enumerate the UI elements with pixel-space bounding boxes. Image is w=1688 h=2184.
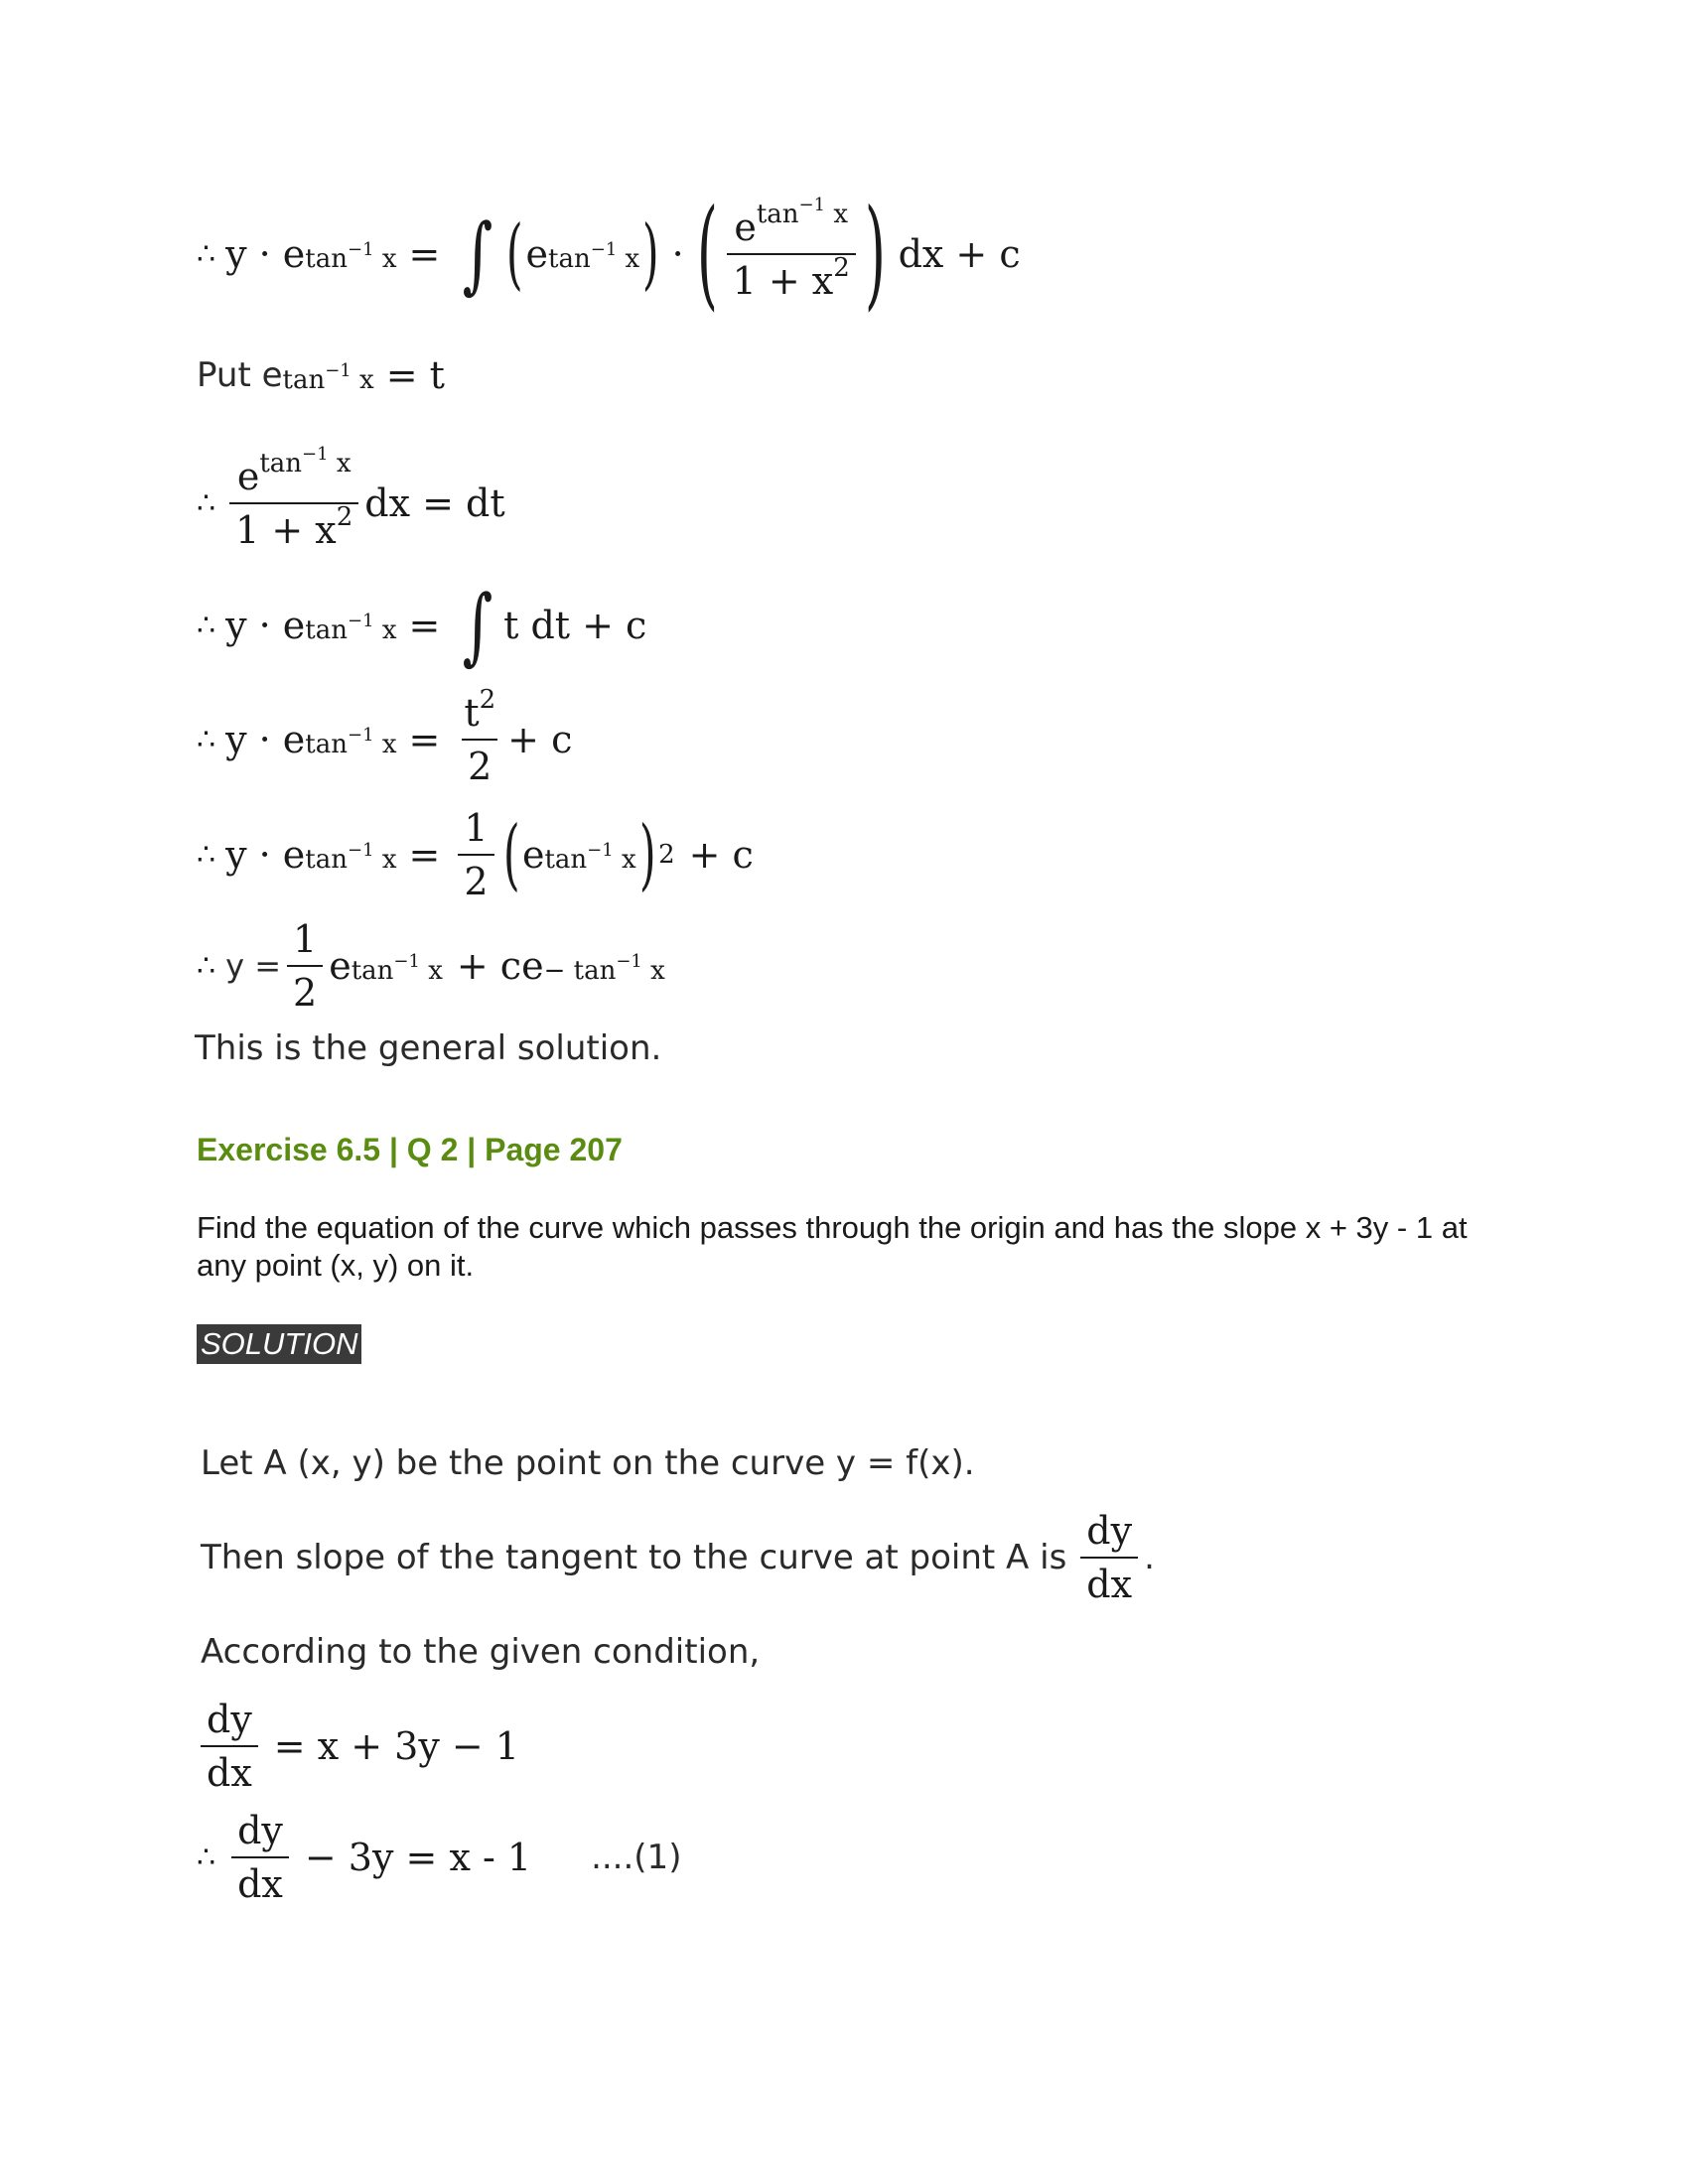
equals-sign: = — [408, 718, 441, 761]
exponent-inverse: −1 — [348, 839, 374, 861]
exponent-x: x — [381, 729, 397, 759]
exponent-tan: tan — [305, 614, 348, 645]
paren-close-large: ) — [864, 185, 886, 323]
e-term: e — [329, 944, 352, 988]
exponent-x: x — [336, 449, 352, 478]
period: . — [1144, 1538, 1155, 1577]
exponent-inverse: −1 — [798, 195, 826, 215]
denominator: 2 — [287, 965, 323, 1015]
slope-line — [201, 1509, 1155, 1606]
numerator-e: e — [734, 205, 757, 249]
exponent-inverse: −1 — [590, 238, 618, 260]
paren-close: ) — [638, 810, 656, 899]
exponent-inverse: −1 — [348, 238, 374, 260]
exponent-inverse: −1 — [393, 950, 420, 972]
exponent-tan: tan — [259, 449, 303, 478]
therefore-symbol: ∴ — [197, 608, 216, 643]
exponent-inverse: −1 — [302, 444, 329, 465]
numerator-e: e — [236, 455, 260, 498]
exponent-tan: tan — [305, 243, 348, 274]
rhs-expression: = x + 3y − 1 — [273, 1724, 519, 1768]
denominator: 2 — [458, 854, 493, 903]
exponent-x: x — [621, 844, 636, 875]
put-label: Put e — [197, 355, 283, 395]
denominator: 1 + x — [732, 259, 834, 303]
denominator: 1 + x — [235, 508, 337, 552]
denominator-dx: dx — [1080, 1557, 1138, 1606]
e-term: e — [525, 232, 549, 276]
equals-sign: = — [408, 833, 441, 877]
exponent-tan: tan — [756, 200, 799, 229]
denominator-dx: dx — [201, 1745, 258, 1795]
fraction — [458, 685, 501, 788]
solution-badge-row — [197, 1324, 361, 1364]
dx-eq-dt: dx = dt — [364, 481, 505, 525]
exponent-x: x — [428, 955, 443, 986]
exponent-x: x — [381, 844, 397, 875]
equals-t: = t — [385, 353, 445, 397]
equation-line-4 — [197, 577, 647, 674]
therefore-symbol: ∴ — [197, 722, 216, 757]
general-solution-text: This is the general solution. — [195, 1028, 662, 1068]
numerator-t: t — [464, 691, 480, 735]
paren-close: ) — [642, 209, 659, 299]
equals-sign: = — [408, 604, 441, 647]
lhs-expression: y · e — [225, 718, 306, 761]
paren-open: ( — [505, 209, 523, 299]
therefore-symbol: ∴ — [197, 236, 216, 272]
exponent-tan: tan — [305, 729, 348, 759]
lhs-expression: y · e — [225, 833, 306, 877]
denominator-dx: dx — [231, 1856, 289, 1906]
exponent-x: x — [359, 364, 374, 395]
power-two: 2 — [336, 502, 353, 532]
dx-plus-c: dx + c — [898, 232, 1021, 276]
fraction — [229, 444, 358, 552]
equation-dy-dx-2 — [197, 1809, 681, 1906]
fraction — [458, 806, 493, 903]
exponent-x: x — [650, 955, 665, 986]
paren-open: ( — [502, 810, 520, 899]
exponent-inverse: −1 — [348, 610, 374, 631]
rhs-expression: − 3y = x - 1 — [304, 1836, 532, 1879]
numerator-dy: dy — [207, 1698, 252, 1741]
exponent-x: x — [833, 200, 848, 229]
t-dt-plus-c: t dt + c — [503, 604, 647, 647]
according-text: According to the given condition, — [201, 1632, 761, 1672]
integral-sign: ∫ — [462, 577, 493, 674]
therefore-symbol: ∴ — [197, 1840, 216, 1875]
denominator: 2 — [462, 739, 497, 788]
numerator: 1 — [464, 806, 489, 850]
substitution-line — [197, 353, 445, 397]
exponent-inverse: −1 — [616, 950, 642, 972]
therefore-symbol: ∴ — [197, 485, 216, 521]
exponent-tan: tan — [351, 955, 394, 986]
numerator: 1 — [293, 917, 318, 961]
y-equals: y = — [225, 947, 282, 985]
lhs-expression: y · e — [225, 232, 306, 276]
dy-dx-fraction — [1080, 1509, 1138, 1606]
equals-sign: = — [408, 232, 441, 276]
e-term: e — [521, 833, 545, 877]
exponent-x: x — [381, 614, 397, 645]
equation-dy-dx-1 — [201, 1698, 519, 1795]
solution-badge: SOLUTION — [197, 1324, 361, 1364]
dy-dx-fraction — [201, 1698, 258, 1795]
fraction — [287, 917, 323, 1015]
dot-operator: · — [671, 232, 684, 276]
integral-sign: ∫ — [462, 205, 493, 303]
lhs-expression: y · e — [225, 604, 306, 647]
question-text: Find the equation of the curve which passes through the origin and has the slope x + 3y - 1 at any point (x, y) on it. — [197, 1210, 1468, 1283]
dy-dx-fraction — [231, 1809, 289, 1906]
exponent-inverse: −1 — [348, 724, 374, 746]
therefore-symbol: ∴ — [197, 948, 216, 984]
equation-line-5 — [197, 685, 573, 788]
exponent-tan: tan — [548, 243, 591, 274]
exponent-tan: tan — [282, 364, 326, 395]
power-two: 2 — [479, 685, 496, 715]
exponent-tan: tan — [544, 844, 588, 875]
therefore-symbol: ∴ — [197, 837, 216, 873]
plus-ce: + ce — [456, 944, 544, 988]
slope-text: Then slope of the tangent to the curve at point A is — [201, 1538, 1067, 1577]
exponent-x: x — [625, 243, 640, 274]
exponent-inverse: −1 — [325, 359, 352, 381]
equation-reference: ....(1) — [591, 1838, 682, 1877]
equation-line-6: ∴ y · e $\tan^{-1} x$ = $\frac{1}{2}$ ( e $\tan^{-1} x$ ) 2 + c — [197, 806, 754, 903]
numerator-dy: dy — [1086, 1509, 1133, 1553]
exercise-heading: Exercise 6.5 | Q 2 | Page 207 — [197, 1132, 623, 1167]
power-two: 2 — [833, 253, 850, 283]
let-a-text: Let A (x, y) be the point on the curve y = f(x). — [201, 1443, 975, 1483]
plus-c: + c — [688, 833, 754, 877]
exponent-neg-tan: − tan — [543, 955, 617, 986]
exponent-x: x — [381, 243, 397, 274]
fraction — [727, 195, 856, 303]
exponent-tan: tan — [305, 844, 348, 875]
equation-line-7 — [197, 917, 665, 1015]
numerator-dy: dy — [237, 1809, 283, 1852]
equation-line-3 — [197, 444, 505, 552]
exponent-inverse: −1 — [587, 839, 614, 861]
paren-open-large: ( — [696, 185, 718, 323]
equation-line-1 — [197, 185, 1021, 323]
plus-c: + c — [507, 718, 573, 761]
